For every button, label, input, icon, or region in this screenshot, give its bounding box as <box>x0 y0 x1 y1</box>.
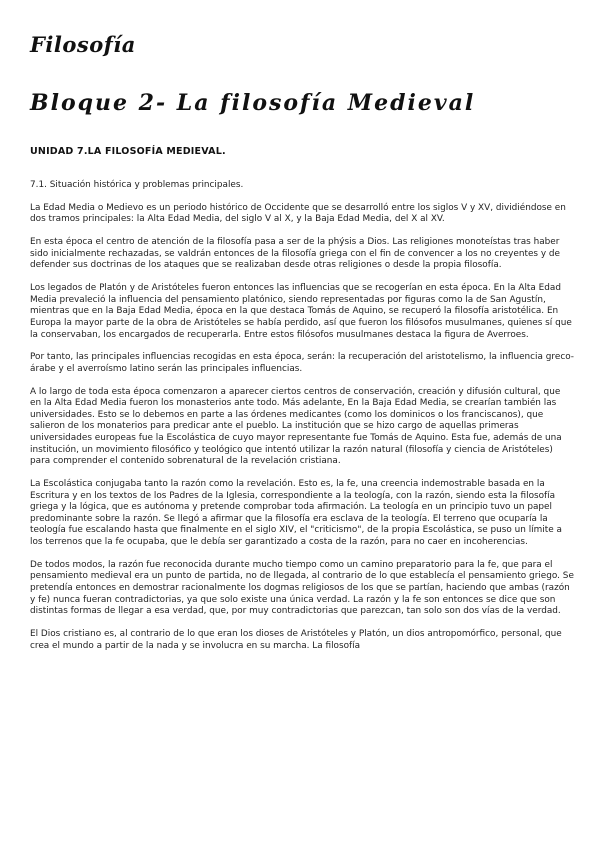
paragraph: La Escolástica conjugaba tanto la razón como la revelación. Esto es, la fe, una creencia indemostrable basada en la Escritura y en los textos de los Padres de la Iglesia, correspondiente a la teología, con la razón, siendo esta la filosofía griega y la lógica, que es autónoma y pretende comprobar toda afirmación. La teología en un principio tuvo un papel predominante sobre la razón. Se llegó a afirmar que la filosofía era esclava de la teología. El terreno que ocuparía la teología fue escalando hasta que finalmente en el siglo XIV, el "criticismo", de la propia Escolástica, se puso un límite a los terrenos que la fe ocupaba, que le debía ser garantizado a costa de la razón, para no caer en incoherencias. <box>30 479 562 547</box>
subject-title: Filosofía <box>30 32 136 57</box>
paragraph: En esta época el centro de atención de la filosofía pasa a ser de la phýsis a Dios. Las religiones monoteístas tras haber sido inicialmente rechazadas, se valdrán entonces de la filosofía griega con el fin de convencer a los no creyentes y de defender sus doctrinas de los ataques que se realizaban desde otras religiones o desde la propia filosofía. <box>30 237 561 271</box>
unit-title: UNIDAD 7.LA FILOSOFÍA MEDIEVAL. <box>30 146 226 157</box>
block-title: Bloque 2- La filosofía Medieval <box>30 90 476 116</box>
document-body <box>30 180 574 663</box>
paragraph: La Edad Media o Medievo es un periodo histórico de Occidente que se desarrolló entre los siglos V y XV, dividiéndose en dos tramos principales: la Alta Edad Media, del siglo V al X, y la Baja Edad Media, del X al XV. <box>30 202 566 225</box>
paragraph: Los legados de Platón y de Aristóteles fueron entonces las influencias que se recogerían en esta época. En la Alta Edad Media prevaleció la influencia del pensamiento platónico, siendo representadas por figuras como la de San Agustín, mientras que en la Baja Edad Media, época en la que destaca Tomás de Aquino, se recuperó la filosofía aristotélica. En Europa la mayor parte de la obra de Aristóteles se había perdido, así que fueron los filósofos musulmanes, quienes sí que la conservaban, los encargados de recuperarla. Entre estos filósofos musulmanes destaca la figura de Averroes. <box>30 283 572 340</box>
paragraph: El Dios cristiano es, al contrario de lo que eran los dioses de Aristóteles y Platón, un dios antropomórfico, personal, que crea el mundo a partir de la nada y se involucra en su marcha. La filosofía <box>30 628 562 651</box>
paragraph: Por tanto, las principales influencias recogidas en esta época, serán: la recuperación del aristotelismo, la influencia greco-árabe y el averroísmo latino serán las principales influencias. <box>30 352 574 374</box>
paragraph: A lo largo de toda esta época comenzaron a aparecer ciertos centros de conservación, creación y difusión cultural, que en la Alta Edad Media fueron los monasterios ante todo. Más adelante, En la Baja Edad Media, se crearían también las universidades. Esto se lo debemos en parte a las órdenes medicantes (como los dominicos o los franciscanos), que salieron de los monaterios para predicar ante el pueblo. La institución que se hizo cargo de aquellas primeras universidades europeas fue la Escolástica de cuyo mayor representante fue Tomás de Aquino. Esta fue, además de una institución, un movimiento filosófico y teológico que intentó utilizar la razón natural (filosofía y ciencia de Aristóteles) para comprender el contenido sobrenatural de la revelación cristiana. <box>30 386 562 467</box>
section-title: 7.1. Situación histórica y problemas principales. <box>30 180 244 190</box>
paragraph: De todos modos, la razón fue reconocida durante mucho tiempo como un camino preparatorio para la fe, que para el pensamiento medieval era un punto de partida, no de llegada, al contrario de lo que establecía el pensamiento griego. Se pretendía entonces en demostrar racionalmente los dogmas religiosos de los que se partían, haciendo que ambas (razón y fe) nunca fueran contradictorias, ya que solo existe una única verdad. La razón y la fe son entonces se dice que son distintas formas de llegar a esa verdad, que, por muy contradictorias que parezcan, tan solo son dos vías de la verdad. <box>30 559 574 617</box>
